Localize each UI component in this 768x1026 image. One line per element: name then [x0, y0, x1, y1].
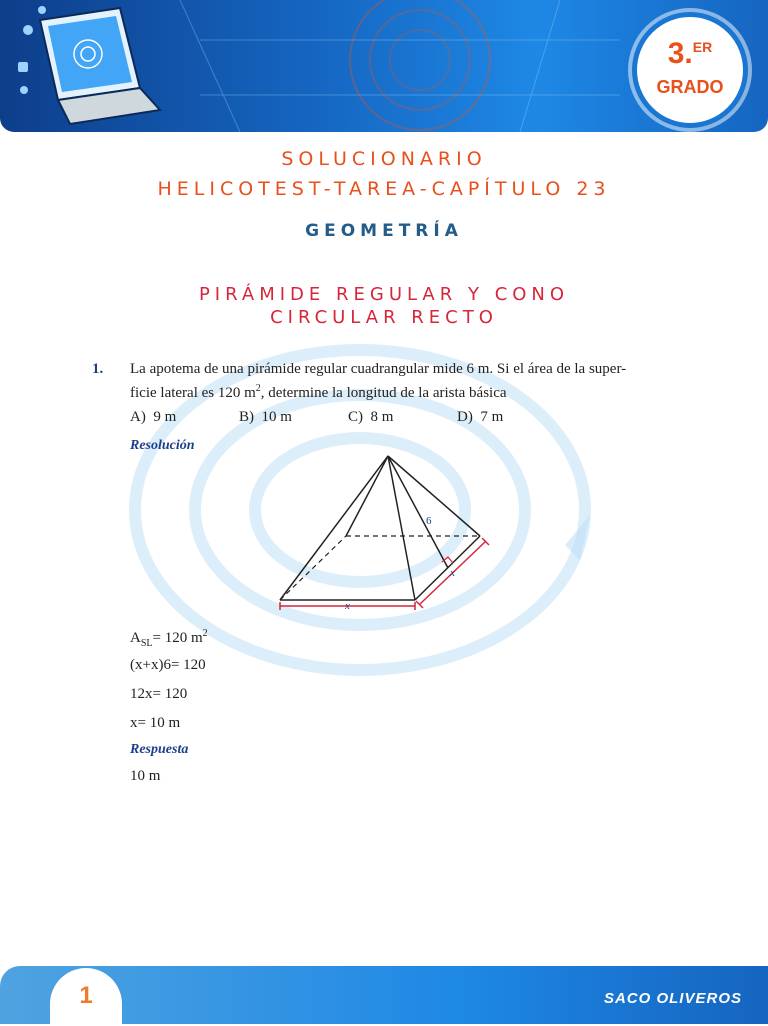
answer-label: Respuesta: [130, 742, 189, 757]
grade-number: 3.$^{ER}$: [667, 37, 713, 70]
base-edge-label: x: [345, 600, 350, 612]
option-c: C) 8 m: [348, 409, 394, 425]
problem-text-line1: La apotema de una pirámide regular cuadrangular mide 6 m. Si el área de la super-: [130, 361, 627, 377]
step-simplify: 12x= 120: [130, 686, 188, 702]
document-title: SOLUCIONARIO: [281, 148, 487, 170]
page-number-badge: [50, 968, 122, 1026]
subject-title: GEOMETRÍA: [305, 221, 463, 241]
grade-badge: [632, 12, 748, 128]
option-b: B) 10 m: [239, 409, 292, 425]
answer-value: 10 m: [130, 768, 161, 784]
header-banner: [0, 0, 768, 132]
document-subtitle: HELICOTEST-TAREA-CAPÍTULO 23: [157, 178, 611, 200]
step-equation: (x+x)6= 120: [130, 657, 206, 673]
side-edge-label: x: [450, 567, 455, 579]
step-result: x= 10 m: [130, 715, 181, 731]
apothem-label: 6: [426, 515, 432, 527]
option-a: A) 9 m: [130, 409, 177, 425]
option-d: D) 7 m: [457, 409, 504, 425]
topic-title-line1: PIRÁMIDE REGULAR Y CONO: [198, 284, 570, 305]
pyramid-figure: [260, 446, 500, 622]
topic-title-line2: CIRCULAR RECTO: [270, 307, 498, 328]
resolution-label: Resolución: [130, 438, 195, 453]
page-number: 1: [79, 982, 93, 1009]
brand-logo: SACO OLIVEROS: [603, 990, 742, 1007]
step-lateral-area: $A_{SL}= 120$ $m^2$: [130, 628, 208, 649]
problem-text-line2: ficie lateral es 120 $m^2$, determine la longitud de la arista básica: [130, 383, 507, 401]
grade-word: GRADO: [656, 77, 724, 97]
problem-number: 1.: [92, 361, 104, 377]
